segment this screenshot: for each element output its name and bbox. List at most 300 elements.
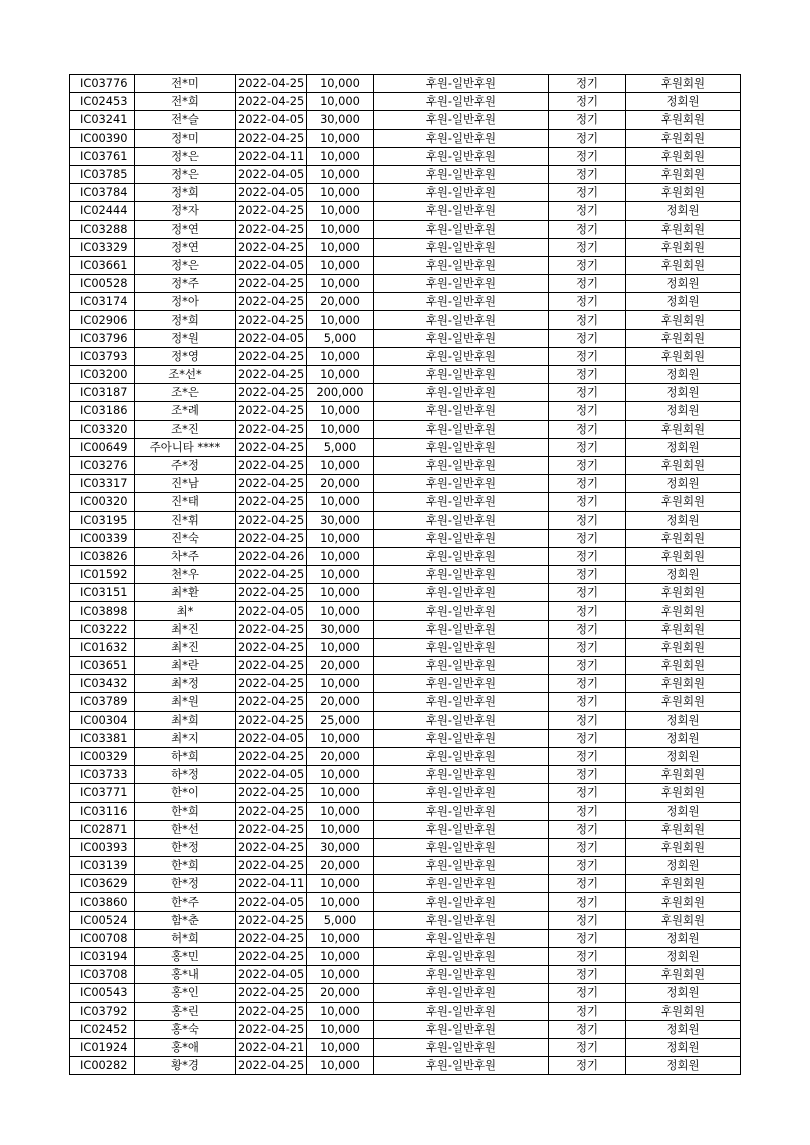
member-type-cell: 정회원	[626, 293, 741, 311]
frequency-cell: 정기	[549, 620, 626, 638]
payment-date-cell: 2022-04-25	[236, 638, 307, 656]
amount-cell: 20,000	[307, 293, 374, 311]
table-row	[70, 984, 741, 1002]
frequency-cell: 정기	[549, 966, 626, 984]
donation-type-cell: 후원-일반후원	[374, 1002, 549, 1020]
member-id-cell: IC03116	[70, 802, 135, 820]
member-id-cell: IC02453	[70, 93, 135, 111]
member-id-cell: IC03776	[70, 75, 135, 93]
frequency-cell: 정기	[549, 275, 626, 293]
donor-name-cell: 정*은	[135, 147, 236, 165]
member-type-cell: 후원회원	[626, 75, 741, 93]
frequency-cell: 정기	[549, 875, 626, 893]
payment-date-cell: 2022-04-25	[236, 384, 307, 402]
donor-name-cell: 홍*린	[135, 1002, 236, 1020]
donation-type-cell: 후원-일반후원	[374, 747, 549, 765]
member-type-cell: 정회원	[626, 475, 741, 493]
amount-cell: 10,000	[307, 1020, 374, 1038]
member-id-cell: IC00543	[70, 984, 135, 1002]
frequency-cell: 정기	[549, 75, 626, 93]
donor-name-cell: 조*례	[135, 402, 236, 420]
member-id-cell: IC02871	[70, 820, 135, 838]
payment-date-cell: 2022-04-25	[236, 857, 307, 875]
frequency-cell: 정기	[549, 147, 626, 165]
frequency-cell: 정기	[549, 693, 626, 711]
amount-cell: 25,000	[307, 711, 374, 729]
table-row	[70, 311, 741, 329]
donation-type-cell: 후원-일반후원	[374, 184, 549, 202]
donation-type-cell: 후원-일반후원	[374, 620, 549, 638]
table-row	[70, 438, 741, 456]
member-id-cell: IC00649	[70, 438, 135, 456]
payment-date-cell: 2022-04-25	[236, 784, 307, 802]
member-id-cell: IC03432	[70, 675, 135, 693]
donation-type-cell: 후원-일반후원	[374, 766, 549, 784]
amount-cell: 30,000	[307, 511, 374, 529]
donor-name-cell: 정*은	[135, 165, 236, 183]
member-id-cell: IC00320	[70, 493, 135, 511]
donation-type-cell: 후원-일반후원	[374, 147, 549, 165]
frequency-cell: 정기	[549, 402, 626, 420]
member-type-cell: 정회원	[626, 93, 741, 111]
frequency-cell: 정기	[549, 165, 626, 183]
table-row	[70, 347, 741, 365]
table-row	[70, 620, 741, 638]
payment-date-cell: 2022-04-05	[236, 966, 307, 984]
donation-type-cell: 후원-일반후원	[374, 256, 549, 274]
donation-type-cell: 후원-일반후원	[374, 929, 549, 947]
member-id-cell: IC02452	[70, 1020, 135, 1038]
donation-type-cell: 후원-일반후원	[374, 202, 549, 220]
payment-date-cell: 2022-04-25	[236, 929, 307, 947]
member-type-cell: 정회원	[626, 948, 741, 966]
table-row	[70, 929, 741, 947]
frequency-cell: 정기	[549, 511, 626, 529]
member-type-cell: 후원회원	[626, 311, 741, 329]
member-type-cell: 후원회원	[626, 184, 741, 202]
payment-date-cell: 2022-04-25	[236, 493, 307, 511]
donation-type-cell: 후원-일반후원	[374, 493, 549, 511]
member-type-cell: 후원회원	[626, 220, 741, 238]
member-id-cell: IC00528	[70, 275, 135, 293]
member-type-cell: 후원회원	[626, 1002, 741, 1020]
donor-name-cell: 최*진	[135, 620, 236, 638]
table-row	[70, 711, 741, 729]
donation-type-cell: 후원-일반후원	[374, 675, 549, 693]
member-type-cell: 후원회원	[626, 547, 741, 565]
frequency-cell: 정기	[549, 893, 626, 911]
donor-name-cell: 천*우	[135, 566, 236, 584]
member-id-cell: IC03241	[70, 111, 135, 129]
member-id-cell: IC03792	[70, 1002, 135, 1020]
frequency-cell: 정기	[549, 475, 626, 493]
member-type-cell: 후원회원	[626, 875, 741, 893]
donation-type-cell: 후원-일반후원	[374, 948, 549, 966]
table-row	[70, 475, 741, 493]
payment-date-cell: 2022-04-25	[236, 438, 307, 456]
frequency-cell: 정기	[549, 184, 626, 202]
donor-name-cell: 한*희	[135, 802, 236, 820]
member-type-cell: 정회원	[626, 929, 741, 947]
member-id-cell: IC01924	[70, 1038, 135, 1056]
member-id-cell: IC01632	[70, 638, 135, 656]
member-type-cell: 후원회원	[626, 675, 741, 693]
payment-date-cell: 2022-04-25	[236, 747, 307, 765]
amount-cell: 10,000	[307, 566, 374, 584]
amount-cell: 10,000	[307, 220, 374, 238]
donor-name-cell: 전*미	[135, 75, 236, 93]
table-row	[70, 293, 741, 311]
member-type-cell: 후원회원	[626, 165, 741, 183]
donor-name-cell: 홍*애	[135, 1038, 236, 1056]
frequency-cell: 정기	[549, 220, 626, 238]
amount-cell: 10,000	[307, 165, 374, 183]
donation-type-cell: 후원-일반후원	[374, 93, 549, 111]
payment-date-cell: 2022-04-25	[236, 711, 307, 729]
table-row	[70, 693, 741, 711]
payment-date-cell: 2022-04-05	[236, 329, 307, 347]
frequency-cell: 정기	[549, 948, 626, 966]
member-type-cell: 정회원	[626, 566, 741, 584]
table-row	[70, 729, 741, 747]
table-row	[70, 529, 741, 547]
member-type-cell: 정회원	[626, 438, 741, 456]
member-type-cell: 후원회원	[626, 620, 741, 638]
donor-name-cell: 정*자	[135, 202, 236, 220]
payment-date-cell: 2022-04-25	[236, 420, 307, 438]
table-row	[70, 75, 741, 93]
payment-date-cell: 2022-04-25	[236, 802, 307, 820]
table-row	[70, 1038, 741, 1056]
donation-type-cell: 후원-일반후원	[374, 402, 549, 420]
payment-date-cell: 2022-04-25	[236, 366, 307, 384]
member-id-cell: IC00339	[70, 529, 135, 547]
member-id-cell: IC03898	[70, 602, 135, 620]
donation-type-cell: 후원-일반후원	[374, 111, 549, 129]
amount-cell: 10,000	[307, 893, 374, 911]
donor-name-cell: 최*원	[135, 693, 236, 711]
payment-date-cell: 2022-04-25	[236, 948, 307, 966]
member-type-cell: 정회원	[626, 857, 741, 875]
donor-name-cell: 허*희	[135, 929, 236, 947]
member-type-cell: 정회원	[626, 1020, 741, 1038]
member-id-cell: IC03194	[70, 948, 135, 966]
table-row	[70, 802, 741, 820]
donation-type-cell: 후원-일반후원	[374, 838, 549, 856]
payment-date-cell: 2022-04-25	[236, 1002, 307, 1020]
member-id-cell: IC03789	[70, 693, 135, 711]
table-row	[70, 456, 741, 474]
table-row	[70, 111, 741, 129]
donation-type-cell: 후원-일반후원	[374, 584, 549, 602]
donation-type-cell: 후원-일반후원	[374, 984, 549, 1002]
frequency-cell: 정기	[549, 256, 626, 274]
donation-type-cell: 후원-일반후원	[374, 638, 549, 656]
table-row	[70, 893, 741, 911]
member-id-cell: IC03708	[70, 966, 135, 984]
donation-type-cell: 후원-일반후원	[374, 911, 549, 929]
member-type-cell: 후원회원	[626, 911, 741, 929]
frequency-cell: 정기	[549, 729, 626, 747]
donor-name-cell: 최*	[135, 602, 236, 620]
member-type-cell: 후원회원	[626, 493, 741, 511]
table-row	[70, 747, 741, 765]
member-id-cell: IC00524	[70, 911, 135, 929]
member-id-cell: IC03200	[70, 366, 135, 384]
amount-cell: 5,000	[307, 438, 374, 456]
donor-name-cell: 정*연	[135, 220, 236, 238]
donor-name-cell: 차*주	[135, 547, 236, 565]
payment-date-cell: 2022-04-25	[236, 1020, 307, 1038]
donor-name-cell: 조*진	[135, 420, 236, 438]
frequency-cell: 정기	[549, 784, 626, 802]
frequency-cell: 정기	[549, 293, 626, 311]
amount-cell: 10,000	[307, 875, 374, 893]
donor-name-cell: 정*희	[135, 311, 236, 329]
member-type-cell: 후원회원	[626, 147, 741, 165]
member-type-cell: 후원회원	[626, 784, 741, 802]
table-row	[70, 1002, 741, 1020]
donor-name-cell: 정*희	[135, 184, 236, 202]
frequency-cell: 정기	[549, 129, 626, 147]
amount-cell: 10,000	[307, 420, 374, 438]
donor-name-cell: 조*은	[135, 384, 236, 402]
amount-cell: 10,000	[307, 966, 374, 984]
payment-date-cell: 2022-04-05	[236, 893, 307, 911]
frequency-cell: 정기	[549, 111, 626, 129]
table-row	[70, 129, 741, 147]
donation-type-cell: 후원-일반후원	[374, 275, 549, 293]
payment-date-cell: 2022-04-25	[236, 202, 307, 220]
member-type-cell: 후원회원	[626, 329, 741, 347]
donor-name-cell: 정*아	[135, 293, 236, 311]
donation-type-cell: 후원-일반후원	[374, 602, 549, 620]
amount-cell: 10,000	[307, 184, 374, 202]
donation-type-cell: 후원-일반후원	[374, 1038, 549, 1056]
member-type-cell: 후원회원	[626, 657, 741, 675]
member-id-cell: IC03276	[70, 456, 135, 474]
member-id-cell: IC03329	[70, 238, 135, 256]
member-type-cell: 정회원	[626, 366, 741, 384]
amount-cell: 10,000	[307, 202, 374, 220]
table-row	[70, 838, 741, 856]
member-type-cell: 정회원	[626, 1038, 741, 1056]
table-row	[70, 1057, 741, 1075]
member-type-cell: 후원회원	[626, 347, 741, 365]
payment-date-cell: 2022-04-25	[236, 402, 307, 420]
donor-name-cell: 최*진	[135, 638, 236, 656]
member-id-cell: IC03860	[70, 893, 135, 911]
member-id-cell: IC03796	[70, 329, 135, 347]
frequency-cell: 정기	[549, 1038, 626, 1056]
donation-type-cell: 후원-일반후원	[374, 657, 549, 675]
amount-cell: 10,000	[307, 766, 374, 784]
payment-date-cell: 2022-04-25	[236, 984, 307, 1002]
member-type-cell: 후원회원	[626, 129, 741, 147]
donation-type-cell: 후원-일반후원	[374, 475, 549, 493]
frequency-cell: 정기	[549, 202, 626, 220]
frequency-cell: 정기	[549, 1020, 626, 1038]
payment-date-cell: 2022-04-05	[236, 729, 307, 747]
payment-date-cell: 2022-04-11	[236, 147, 307, 165]
donor-name-cell: 정*연	[135, 238, 236, 256]
donor-name-cell: 진*휘	[135, 511, 236, 529]
donor-name-cell: 정*원	[135, 329, 236, 347]
payment-date-cell: 2022-04-25	[236, 693, 307, 711]
member-type-cell: 후원회원	[626, 820, 741, 838]
member-type-cell: 후원회원	[626, 111, 741, 129]
amount-cell: 10,000	[307, 456, 374, 474]
amount-cell: 200,000	[307, 384, 374, 402]
table-row	[70, 584, 741, 602]
table-row	[70, 966, 741, 984]
donation-ledger-page	[69, 74, 740, 1075]
table-row	[70, 511, 741, 529]
donor-name-cell: 황*경	[135, 1057, 236, 1075]
donation-type-cell: 후원-일반후원	[374, 456, 549, 474]
table-row	[70, 857, 741, 875]
donation-type-cell: 후원-일반후원	[374, 729, 549, 747]
payment-date-cell: 2022-04-05	[236, 111, 307, 129]
table-row	[70, 657, 741, 675]
donation-type-cell: 후원-일반후원	[374, 420, 549, 438]
member-id-cell: IC00329	[70, 747, 135, 765]
member-id-cell: IC03661	[70, 256, 135, 274]
member-id-cell: IC03139	[70, 857, 135, 875]
frequency-cell: 정기	[549, 838, 626, 856]
payment-date-cell: 2022-04-25	[236, 347, 307, 365]
frequency-cell: 정기	[549, 238, 626, 256]
donation-type-cell: 후원-일반후원	[374, 1020, 549, 1038]
amount-cell: 10,000	[307, 675, 374, 693]
frequency-cell: 정기	[549, 529, 626, 547]
amount-cell: 10,000	[307, 402, 374, 420]
payment-date-cell: 2022-04-25	[236, 675, 307, 693]
member-id-cell: IC00708	[70, 929, 135, 947]
member-type-cell: 정회원	[626, 275, 741, 293]
amount-cell: 10,000	[307, 584, 374, 602]
member-id-cell: IC00304	[70, 711, 135, 729]
amount-cell: 10,000	[307, 75, 374, 93]
amount-cell: 10,000	[307, 1038, 374, 1056]
donation-type-cell: 후원-일반후원	[374, 693, 549, 711]
donation-type-cell: 후원-일반후원	[374, 347, 549, 365]
payment-date-cell: 2022-04-25	[236, 620, 307, 638]
amount-cell: 10,000	[307, 729, 374, 747]
table-row	[70, 875, 741, 893]
member-id-cell: IC03186	[70, 402, 135, 420]
member-id-cell: IC03381	[70, 729, 135, 747]
frequency-cell: 정기	[549, 911, 626, 929]
member-id-cell: IC03187	[70, 384, 135, 402]
amount-cell: 10,000	[307, 602, 374, 620]
table-row	[70, 184, 741, 202]
member-id-cell: IC03320	[70, 420, 135, 438]
donor-name-cell: 홍*민	[135, 948, 236, 966]
table-row	[70, 165, 741, 183]
amount-cell: 10,000	[307, 129, 374, 147]
amount-cell: 10,000	[307, 93, 374, 111]
donor-name-cell: 홍*인	[135, 984, 236, 1002]
donation-ledger-table	[69, 74, 741, 1075]
donor-name-cell: 한*선	[135, 820, 236, 838]
member-id-cell: IC03785	[70, 165, 135, 183]
frequency-cell: 정기	[549, 547, 626, 565]
member-type-cell: 정회원	[626, 384, 741, 402]
donor-name-cell: 최*란	[135, 657, 236, 675]
payment-date-cell: 2022-04-25	[236, 220, 307, 238]
member-type-cell: 후원회원	[626, 893, 741, 911]
payment-date-cell: 2022-04-25	[236, 456, 307, 474]
amount-cell: 30,000	[307, 620, 374, 638]
member-type-cell: 정회원	[626, 802, 741, 820]
amount-cell: 30,000	[307, 838, 374, 856]
table-row	[70, 402, 741, 420]
payment-date-cell: 2022-04-25	[236, 129, 307, 147]
table-row	[70, 329, 741, 347]
amount-cell: 10,000	[307, 802, 374, 820]
member-id-cell: IC03629	[70, 875, 135, 893]
donor-name-cell: 최*환	[135, 584, 236, 602]
donor-name-cell: 정*은	[135, 256, 236, 274]
donation-type-cell: 후원-일반후원	[374, 238, 549, 256]
amount-cell: 10,000	[307, 929, 374, 947]
amount-cell: 20,000	[307, 657, 374, 675]
member-id-cell: IC03793	[70, 347, 135, 365]
payment-date-cell: 2022-04-25	[236, 838, 307, 856]
donor-name-cell: 주*정	[135, 456, 236, 474]
member-type-cell: 후원회원	[626, 256, 741, 274]
amount-cell: 10,000	[307, 547, 374, 565]
table-row	[70, 93, 741, 111]
donor-name-cell: 전*슬	[135, 111, 236, 129]
table-row	[70, 1020, 741, 1038]
payment-date-cell: 2022-04-05	[236, 602, 307, 620]
donation-type-cell: 후원-일반후원	[374, 784, 549, 802]
amount-cell: 10,000	[307, 366, 374, 384]
member-type-cell: 정회원	[626, 984, 741, 1002]
frequency-cell: 정기	[549, 766, 626, 784]
donation-type-cell: 후원-일반후원	[374, 75, 549, 93]
payment-date-cell: 2022-04-25	[236, 657, 307, 675]
member-type-cell: 정회원	[626, 402, 741, 420]
frequency-cell: 정기	[549, 366, 626, 384]
donor-name-cell: 정*미	[135, 129, 236, 147]
frequency-cell: 정기	[549, 566, 626, 584]
donor-name-cell: 전*희	[135, 93, 236, 111]
donor-name-cell: 함*춘	[135, 911, 236, 929]
member-id-cell: IC03826	[70, 547, 135, 565]
member-id-cell: IC01592	[70, 566, 135, 584]
donor-name-cell: 주아니타 ****	[135, 438, 236, 456]
frequency-cell: 정기	[549, 675, 626, 693]
frequency-cell: 정기	[549, 747, 626, 765]
member-type-cell: 후원회원	[626, 638, 741, 656]
payment-date-cell: 2022-04-25	[236, 566, 307, 584]
donation-type-cell: 후원-일반후원	[374, 384, 549, 402]
table-row	[70, 238, 741, 256]
payment-date-cell: 2022-04-05	[236, 256, 307, 274]
donor-name-cell: 하*희	[135, 747, 236, 765]
table-row	[70, 202, 741, 220]
amount-cell: 10,000	[307, 948, 374, 966]
table-row	[70, 948, 741, 966]
donor-name-cell: 최*지	[135, 729, 236, 747]
table-row	[70, 820, 741, 838]
donor-name-cell: 한*희	[135, 857, 236, 875]
amount-cell: 20,000	[307, 747, 374, 765]
donor-name-cell: 정*주	[135, 275, 236, 293]
